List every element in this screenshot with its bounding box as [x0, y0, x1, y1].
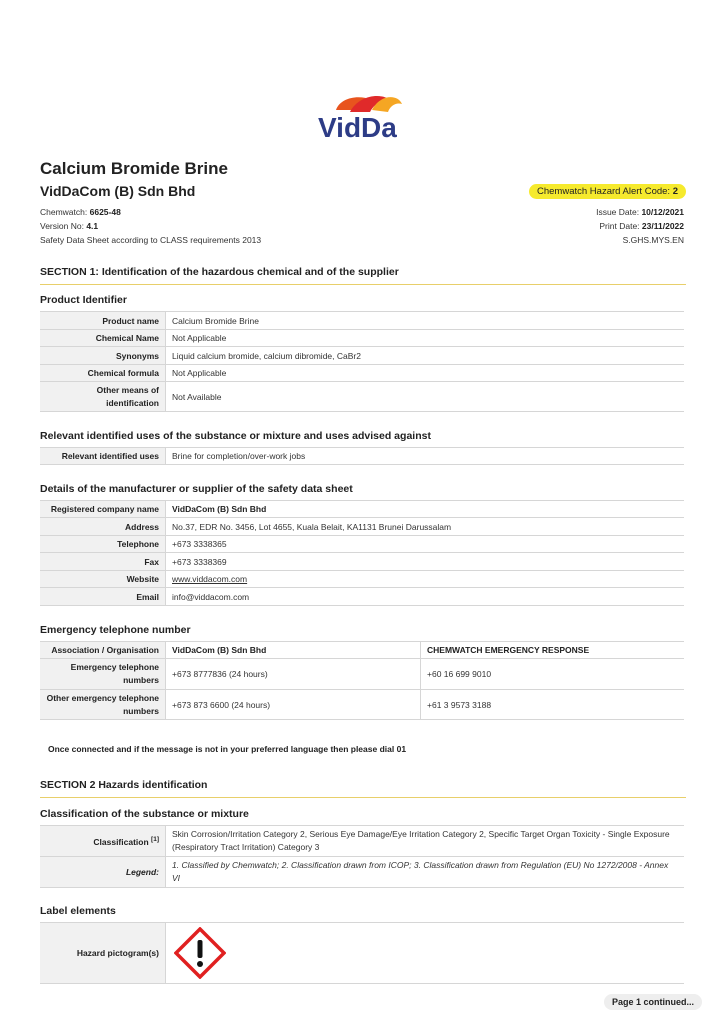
column-header: VidDaCom (B) Sdn Bhd	[166, 642, 421, 659]
relevant-uses-heading: Relevant identified uses of the substance or mixture and uses advised against	[40, 430, 431, 442]
row-value: +673 8777836 (24 hours)	[166, 659, 421, 690]
table-row	[40, 382, 684, 412]
row-value: +673 873 6600 (24 hours)	[166, 690, 421, 720]
label-elements-heading: Label elements	[40, 905, 116, 917]
row-key: Telephone	[40, 536, 166, 553]
section-2-title: SECTION 2 Hazards identification	[40, 779, 686, 798]
table-row	[40, 536, 684, 553]
manufacturer-table	[40, 500, 684, 606]
table-row	[40, 518, 684, 536]
table-row	[40, 690, 684, 720]
page-continued-badge: Page 1 continued...	[604, 994, 702, 1010]
row-value: +673 3338365	[166, 536, 685, 553]
table-row	[40, 923, 684, 984]
sds-compliance-line: Safety Data Sheet according to CLASS requirements 2013	[40, 235, 262, 245]
logo-text: VidDa	[318, 112, 397, 143]
row-key: Legend:	[40, 857, 166, 888]
row-value: Brine for completion/over-work jobs	[166, 448, 685, 465]
row-key: Association / Organisation	[40, 642, 166, 659]
version-value: 4.1	[86, 221, 99, 231]
version-label: Version No:	[40, 221, 84, 231]
table-row	[40, 642, 684, 659]
classification-label: Classification	[93, 836, 149, 847]
row-key: Other means of identification	[40, 382, 166, 412]
table-row	[40, 857, 684, 888]
row-key: Other emergency telephone numbers	[40, 690, 166, 720]
issue-label: Issue Date:	[596, 207, 640, 217]
exclamation-mark-diamond-icon	[174, 927, 226, 979]
row-value: +61 3 9573 3188	[421, 690, 685, 720]
table-row	[40, 330, 684, 347]
row-key: Relevant identified uses	[40, 448, 166, 465]
row-value: 1. Classified by Chemwatch; 2. Classification drawn from ICOP; 3. Classification drawn from Regulation (EU) No 1272/2008 - Annex VI	[166, 857, 685, 888]
alert-label: Chemwatch Hazard Alert Code:	[537, 186, 671, 197]
row-value: VidDaCom (B) Sdn Bhd	[166, 501, 685, 518]
row-value	[166, 571, 685, 588]
table-row	[40, 553, 684, 571]
document-title: Calcium Bromide Brine	[40, 159, 228, 178]
chemwatch-value: 6625-48	[89, 207, 121, 217]
alert-code: 2	[672, 186, 678, 197]
section-1-title: SECTION 1: Identification of the hazardous chemical and of the supplier	[40, 266, 686, 285]
table-row	[40, 365, 684, 382]
row-value: Calcium Bromide Brine	[166, 312, 685, 330]
print-label: Print Date:	[599, 221, 640, 231]
row-value: Not Applicable	[166, 330, 685, 347]
language-note: Once connected and if the message is not in your preferred language then please dial 01	[48, 744, 407, 754]
company-name: VidDaCom (B) Sdn Bhd	[40, 183, 196, 199]
row-value: Not Applicable	[166, 365, 685, 382]
row-value: Skin Corrosion/Irritation Category 2, Serious Eye Damage/Eye Irritation Category 2, Specific Target Organ Toxicity - Single Exposure (Respiratory Tract Irritation) Category 3	[166, 826, 685, 857]
emergency-table	[40, 641, 684, 720]
table-row	[40, 448, 684, 465]
row-key: Product name	[40, 312, 166, 330]
classification-table	[40, 825, 684, 888]
issue-value: 10/12/2021	[641, 207, 684, 217]
print-date	[599, 221, 684, 231]
table-row	[40, 501, 684, 518]
label-elements-table	[40, 922, 684, 984]
table-row	[40, 659, 684, 690]
row-value	[166, 923, 685, 984]
row-key: Hazard pictogram(s)	[40, 923, 166, 984]
website-link[interactable]: www.viddacom.com	[172, 574, 248, 584]
manufacturer-heading: Details of the manufacturer or supplier of the safety data sheet	[40, 483, 353, 495]
row-key: Emergency telephone numbers	[40, 659, 166, 690]
column-header: CHEMWATCH EMERGENCY RESPONSE	[421, 642, 685, 659]
row-value: Not Available	[166, 382, 685, 412]
version-number	[40, 221, 98, 231]
row-key: Address	[40, 518, 166, 536]
chemwatch-number	[40, 207, 121, 217]
row-key: Registered company name	[40, 501, 166, 518]
table-row	[40, 571, 684, 588]
document-code: S.GHS.MYS.EN	[622, 235, 684, 245]
classification-footnote: [1]	[151, 835, 159, 843]
row-value: Liquid calcium bromide, calcium dibromide, CaBr2	[166, 347, 685, 365]
table-row	[40, 312, 684, 330]
relevant-uses-table	[40, 447, 684, 465]
row-key: Chemical formula	[40, 365, 166, 382]
row-key: Email	[40, 588, 166, 606]
row-key: Website	[40, 571, 166, 588]
row-value: No.37, EDR No. 3456, Lot 4655, Kuala Belait, KA1131 Brunei Darussalam	[166, 518, 685, 536]
row-value: +60 16 699 9010	[421, 659, 685, 690]
row-value: +673 3338369	[166, 553, 685, 571]
chemwatch-label: Chemwatch:	[40, 207, 88, 217]
issue-date	[596, 207, 684, 217]
row-value: info@viddacom.com	[166, 588, 685, 606]
row-key: Fax	[40, 553, 166, 571]
product-identifier-heading: Product Identifier	[40, 294, 127, 306]
product-identifier-table	[40, 311, 684, 412]
emergency-heading: Emergency telephone number	[40, 624, 191, 636]
row-key: Chemical Name	[40, 330, 166, 347]
table-row	[40, 826, 684, 857]
classification-heading: Classification of the substance or mixture	[40, 808, 249, 820]
table-row	[40, 588, 684, 606]
row-key	[40, 826, 166, 857]
row-key: Synonyms	[40, 347, 166, 365]
table-row	[40, 347, 684, 365]
hazard-alert-badge	[529, 184, 686, 199]
print-value: 23/11/2022	[641, 221, 684, 231]
